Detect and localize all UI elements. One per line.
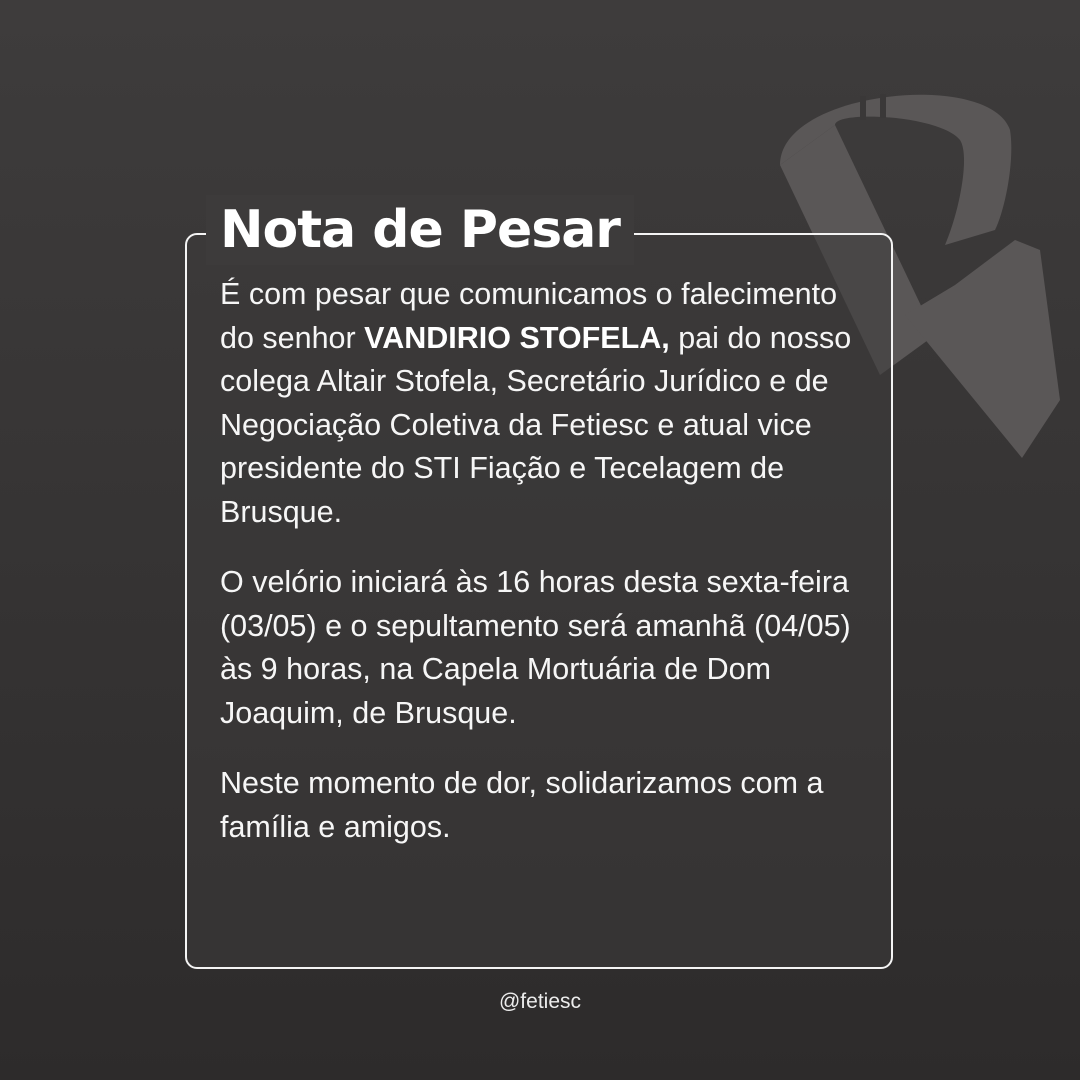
social-handle: @fetiesc [498, 990, 581, 1013]
page-title: Nota de Pesar [206, 195, 634, 265]
note-body [220, 273, 860, 876]
condolence-paragraph: Neste momento de dor, solidarizamos com a família e amigos. [220, 766, 824, 844]
announcement-paragraph [220, 273, 860, 534]
deceased-name: VANDIRIO STOFELA, [364, 320, 670, 355]
relation-text: pai do nosso colega Altair Stofela, Secretário Jurídico e de Negociação Coletiva da Fetiesc e atual vice presidente do STI Fiação e Tecelagem de Brusque. [220, 320, 852, 529]
funeral-details-paragraph: O velório iniciará às 16 horas desta sexta-feira (03/05) e o sepultamento será amanhã (04/05) às 9 horas, na Capela Mortuária de Dom Joaquim, de Brusque. [220, 565, 851, 730]
announcement-text: É com pesar que comunicamos o falecimento do senhor [220, 277, 838, 355]
